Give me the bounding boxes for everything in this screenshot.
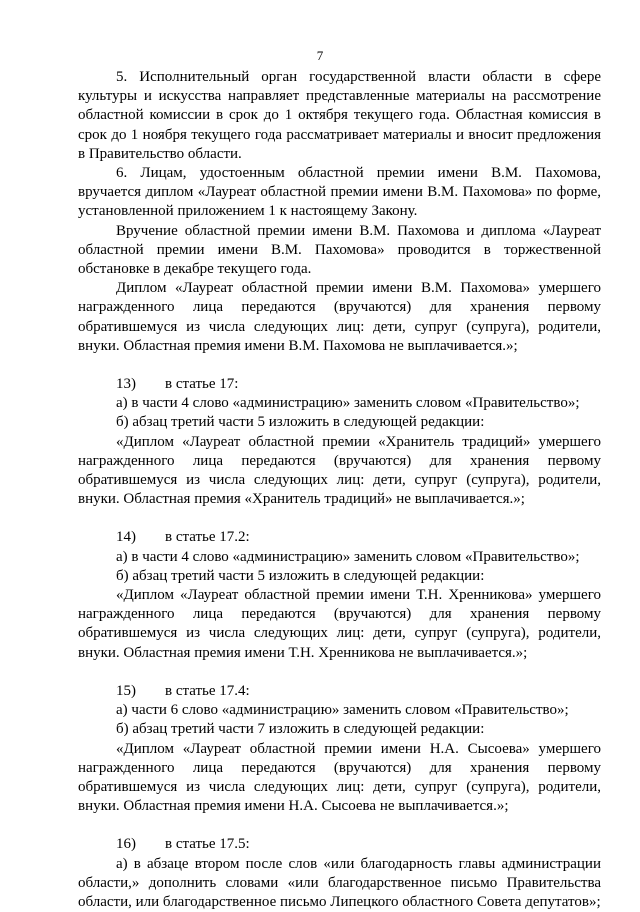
item-16-title: в статье 17.5: [165, 836, 250, 853]
item-13-heading [78, 375, 601, 394]
item-13-number: 13) [116, 376, 136, 393]
item-16-heading [78, 835, 601, 854]
spacer [78, 663, 601, 682]
item-14-subpoint-a: а) в части 4 слово «администрацию» заменить словом «Правительство»; [116, 548, 580, 565]
item-14-subpoint-b: б) абзац третий части 5 изложить в следующей редакции: [116, 567, 485, 584]
item-15-number: 15) [116, 682, 136, 699]
item-15-subpoint-b: б) абзац третий части 7 изложить в следующей редакции: [116, 721, 485, 738]
paragraph-6: 6. Лицам, удостоенным областной премии имени В.М. Пахомова, вручается диплом «Лауреат областной премии имени В.М. Пахомова» по форме, установленной приложением 1 к настоящему Закону. [78, 165, 601, 220]
item-15-title: в статье 17.4: [165, 682, 250, 699]
item-14-heading [78, 528, 601, 547]
item-13-subpoint-b: б) абзац третий части 5 изложить в следующей редакции: [116, 414, 485, 431]
paragraph-5: 5. Исполнительный орган государственной власти области в сфере культуры и искусства направляет представленные материалы на рассмотрение областной комиссии в срок до 1 октября текущего года. Областная комиссия в срок до 1 ноября текущего года рассматривает материалы и вносит предложения в Правительство области. [78, 69, 601, 162]
item-16-number: 16) [116, 836, 136, 853]
spacer [78, 509, 601, 528]
paragraph-presentation: Вручение областной премии имени В.М. Пахомова и диплома «Лауреат областной премии имени В.М. Пахомова» проводится в торжественной обстановке в декабре текущего года. [78, 222, 601, 278]
item-14-new-text: «Диплом «Лауреат областной премии имени Т.Н. Хренникова» умершего награжденного лица передаются (вручаются) для хранения первому обратившемуся из числа следующих лиц: дети, супруг (супруга), родители, внуки. Областная премия имени Т.Н. Хренникова не выплачивается.»; [78, 587, 601, 661]
spacer [78, 816, 601, 835]
page-number: 7 [316, 48, 324, 63]
document-body [78, 68, 601, 912]
item-15-new-text: «Диплом «Лауреат областной премии имени Н.А. Сысоева» умершего награжденного лица передаются (вручаются) для хранения первому обратившемуся из числа следующих лиц: дети, супруг (супруга), родители, внуки. Областная премия имени Н.А. Сысоева не выплачивается.»; [78, 740, 601, 815]
item-14-number: 14) [116, 529, 136, 546]
item-13-subpoint-a: а) в части 4 слово «администрацию» заменить словом «Правительство»; [116, 395, 580, 412]
item-16-subpoint-a: а) в абзаце втором после слов «или благодарность главы администрации области,» дополнить словами «или благодарственное письмо Правительства области, или благодарственное письмо Липецкого областного Совета депутатов»; [78, 855, 601, 910]
spacer [78, 356, 601, 375]
item-15-subpoint-a: а) части 6 слово «администрацию» заменить словом «Правительство»; [116, 702, 569, 719]
item-15-heading [78, 682, 601, 701]
item-14-title: в статье 17.2: [165, 529, 250, 546]
item-13-title: в статье 17: [165, 376, 239, 393]
item-13-new-text: «Диплом «Лауреат областной премии «Хранитель традиций» умершего награжденного лица передаются (вручаются) для хранения первому обратившемуся из числа следующих лиц: дети, супруг (супруга), родители, внуки. Областная премия «Хранитель традиций» не выплачивается.»; [78, 433, 601, 508]
paragraph-diploma-pakhomov: Диплом «Лауреат областной премии имени В.М. Пахомова» умершего награжденного лица передаются (вручаются) для хранения первому обратившемуся из числа следующих лиц: дети, супруг (супруга), родители, внуки. Областная премия имени В.М. Пахомова не выплачивается.»; [78, 280, 601, 354]
